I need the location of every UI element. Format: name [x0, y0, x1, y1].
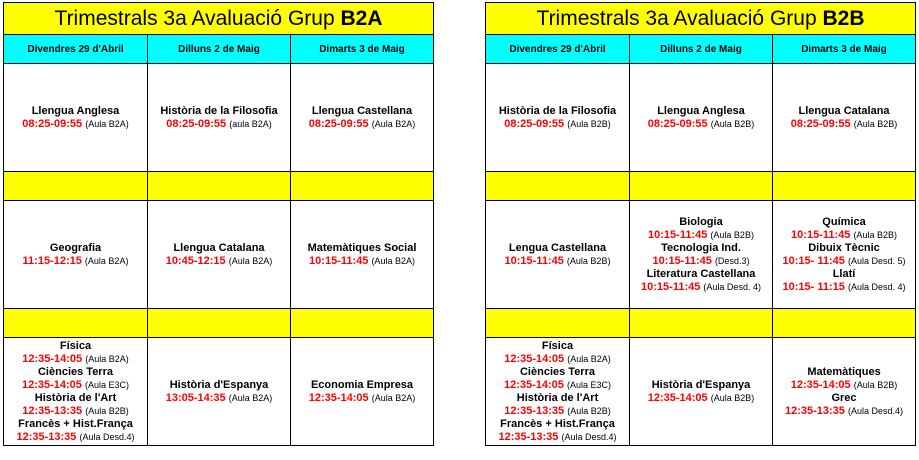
break-cell: [486, 309, 630, 338]
exam-time: 10:15-11:45: [504, 254, 564, 267]
exam-room: (Aula Desd.4): [79, 431, 135, 442]
exam-subject: Química: [822, 215, 866, 228]
exam-slot: [291, 392, 433, 405]
exam-subject: Matemàtiques: [807, 365, 881, 378]
schedule-table-b2b: [485, 2, 916, 446]
exam-room: (Aula Desd. 5): [847, 255, 906, 266]
exam-room: (Aula Desd. 4): [847, 281, 906, 292]
schedule-table-b2a: [3, 2, 434, 446]
exam-room: (Aula B2B): [710, 118, 755, 129]
exam-room: (Aula B2A): [85, 353, 129, 364]
break-cell: [773, 309, 916, 338]
exam-time: 12:35-14:05: [647, 391, 708, 404]
exam-time: 08:25-09:55: [22, 117, 83, 130]
exam-subject: Tecnologia Ind.: [661, 241, 741, 254]
exam-time: 10:15- 11:15: [782, 280, 845, 293]
day-header: Divendres 29 d'Abril: [486, 35, 630, 64]
title-prefix: Trimestrals 3a Avaluació Grup: [536, 6, 817, 30]
break-cell: [773, 172, 916, 201]
exam-cell: [486, 201, 630, 309]
exam-slot: [630, 281, 772, 294]
break-cell: [291, 172, 434, 201]
exam-subject: Biologia: [679, 215, 723, 228]
exam-room: (Aula B2B): [710, 229, 754, 240]
exam-room: (Aula B2B): [710, 392, 755, 403]
exam-slot: [486, 379, 629, 392]
exam-room: (Aula B2B): [567, 118, 611, 129]
exam-slot: [4, 379, 147, 392]
table-title: [486, 3, 916, 35]
exam-time: 12:35-13:35: [784, 404, 845, 417]
exam-slot: [291, 255, 433, 268]
exam-cell: [773, 64, 916, 172]
table-title: [4, 3, 434, 35]
exam-time: 10:15-11:45: [648, 228, 708, 241]
exam-slot: [486, 118, 629, 131]
exam-time: 12:35-14:05: [503, 378, 564, 391]
exam-subject: Física: [59, 339, 92, 352]
exam-slot: [773, 379, 915, 392]
day-header: Dimarts 3 de Maig: [773, 35, 916, 64]
exam-cell: [148, 338, 291, 446]
exam-time: 10:45-12:15: [165, 254, 226, 267]
exam-slot: [773, 281, 915, 294]
exam-subject: Llengua Castellana: [311, 104, 413, 117]
exam-slot: [630, 118, 772, 131]
exam-slot: [486, 431, 629, 444]
exam-room: (Aula B2A): [228, 255, 273, 266]
exam-room: (Aula E3C): [84, 379, 129, 390]
title-prefix: Trimestrals 3a Avaluació Grup: [54, 6, 335, 30]
break-cell: [630, 172, 773, 201]
exam-subject: Història de la Filosofia: [498, 104, 617, 117]
exam-room: (Aula B2A): [228, 392, 273, 403]
exam-slot: [630, 229, 772, 242]
break-cell: [291, 309, 434, 338]
exam-room: (Aula Desd.4): [847, 405, 904, 416]
exam-room: (Aula B2A): [567, 353, 611, 364]
exam-subject: Història de l'Art: [34, 391, 117, 404]
exam-time: 10:15-11:45: [791, 228, 851, 241]
exam-cell: [630, 338, 773, 446]
exam-cell: [773, 338, 916, 446]
break-cell: [630, 309, 773, 338]
break-cell: [4, 172, 148, 201]
exam-slot: [773, 405, 915, 418]
exam-room: (Aula B2B): [567, 405, 611, 416]
exam-room: (aula B2A): [229, 118, 272, 129]
day-header: Dilluns 2 de Maig: [630, 35, 773, 64]
exam-time: 11:15-12:15: [22, 254, 82, 267]
exam-cell: [486, 338, 630, 446]
exam-subject: Literatura Castellana: [646, 267, 756, 280]
exam-subject: Història de l'Art: [516, 391, 599, 404]
exam-subject: Física: [541, 339, 574, 352]
exam-time: 12:35-13:35: [22, 404, 83, 417]
exam-room: (Aula B2A): [371, 392, 416, 403]
exam-slot: [773, 118, 915, 131]
break-cell: [4, 309, 148, 338]
exam-subject: Llengua Catalana: [798, 104, 890, 117]
day-header: Dilluns 2 de Maig: [148, 35, 291, 64]
exam-cell: [4, 201, 148, 309]
exam-room: (Aula E3C): [566, 379, 611, 390]
exam-cell: [630, 201, 773, 309]
exam-slot: [630, 255, 772, 268]
exam-subject: Dibuix Tècnic: [808, 241, 880, 254]
exam-subject: Llengua Anglesa: [657, 104, 745, 117]
exam-slot: [148, 255, 290, 268]
day-header: Divendres 29 d'Abril: [4, 35, 148, 64]
exam-time: 08:25-09:55: [504, 117, 565, 130]
exam-cell: [291, 201, 434, 309]
exam-subject: Grec: [831, 391, 857, 404]
exam-cell: [291, 64, 434, 172]
exam-room: (Aula Desd. 4): [703, 281, 761, 292]
exam-cell: [486, 64, 630, 172]
exam-slot: [486, 353, 629, 366]
exam-subject: Francès + Hist.França: [500, 417, 615, 430]
exam-time: 12:35-14:05: [22, 352, 83, 365]
break-cell: [148, 172, 291, 201]
exam-subject: Història d'Espanya: [169, 378, 269, 391]
exam-cell: [4, 64, 148, 172]
exam-room: (Aula B2B): [853, 118, 898, 129]
day-header: Dimarts 3 de Maig: [291, 35, 434, 64]
exam-room: (Aula B2B): [566, 255, 611, 266]
group-name: B2A: [340, 6, 383, 30]
exam-subject: Història d'Espanya: [651, 378, 751, 391]
exam-time: 10:15- 11:45: [782, 254, 845, 267]
exam-cell: [291, 338, 434, 446]
exam-time: 13:05-14:35: [165, 391, 226, 404]
exam-slot: [4, 255, 147, 268]
exam-subject: Llatí: [832, 267, 856, 280]
exam-slot: [630, 392, 772, 405]
exam-cell: [148, 64, 291, 172]
exam-slot: [4, 431, 147, 444]
exam-time: 08:25-09:55: [166, 117, 227, 130]
exam-room: (Desd.3): [714, 255, 750, 266]
exam-room: (Aula B2B): [85, 405, 129, 416]
exam-slot: [4, 118, 147, 131]
exam-slot: [291, 118, 433, 131]
group-name: B2B: [822, 6, 865, 30]
exam-time: 08:25-09:55: [647, 117, 708, 130]
exam-time: 10:15-11:45: [309, 254, 369, 267]
exam-time: 10:15-11:45: [641, 280, 701, 293]
exam-subject: Llengua Catalana: [173, 241, 265, 254]
exam-slot: [486, 255, 629, 268]
exam-cell: [4, 338, 148, 446]
exam-slot: [773, 229, 915, 242]
exam-time: 08:25-09:55: [308, 117, 369, 130]
exam-subject: Història de la Filosofia: [160, 104, 278, 117]
exam-slot: [148, 392, 290, 405]
break-cell: [486, 172, 630, 201]
exam-time: 12:35-14:05: [308, 391, 369, 404]
exam-time: 12:35-13:35: [504, 404, 565, 417]
exam-subject: Geografia: [49, 241, 102, 254]
exam-subject: Francès + Hist.França: [18, 417, 133, 430]
exam-cell: [630, 64, 773, 172]
exam-room: (Aula B2A): [371, 118, 416, 129]
break-cell: [148, 309, 291, 338]
exam-slot: [4, 353, 147, 366]
exam-time: 12:35-14:05: [504, 352, 565, 365]
exam-time: 12:35-13:35: [498, 430, 559, 443]
exam-cell: [773, 201, 916, 309]
exam-room: (Aula B2B): [853, 379, 898, 390]
exam-slot: [486, 405, 629, 418]
exam-subject: Ciències Terra: [519, 365, 595, 378]
exam-subject: Ciències Terra: [37, 365, 113, 378]
exam-time: 12:35-13:35: [16, 430, 77, 443]
exam-room: (Aula B2B): [853, 229, 897, 240]
exam-cell: [148, 201, 291, 309]
exam-slot: [773, 255, 915, 268]
exam-time: 12:35-14:05: [21, 378, 82, 391]
exam-room: (Aula B2A): [84, 255, 129, 266]
exam-room: (Aula Desd.4): [561, 431, 617, 442]
exam-slot: [4, 405, 147, 418]
exam-subject: Llengua Anglesa: [31, 104, 120, 117]
exam-subject: Lengua Castellana: [508, 241, 607, 254]
exam-room: (Aula B2A): [371, 255, 415, 266]
exam-subject: Matemàtiques Social: [307, 241, 417, 254]
exam-time: 12:35-14:05: [790, 378, 851, 391]
exam-room: (Aula B2A): [85, 118, 129, 129]
exam-time: 08:25-09:55: [790, 117, 851, 130]
exam-slot: [148, 118, 290, 131]
exam-time: 10:15-11:45: [652, 254, 712, 267]
exam-subject: Economia Empresa: [310, 378, 414, 391]
